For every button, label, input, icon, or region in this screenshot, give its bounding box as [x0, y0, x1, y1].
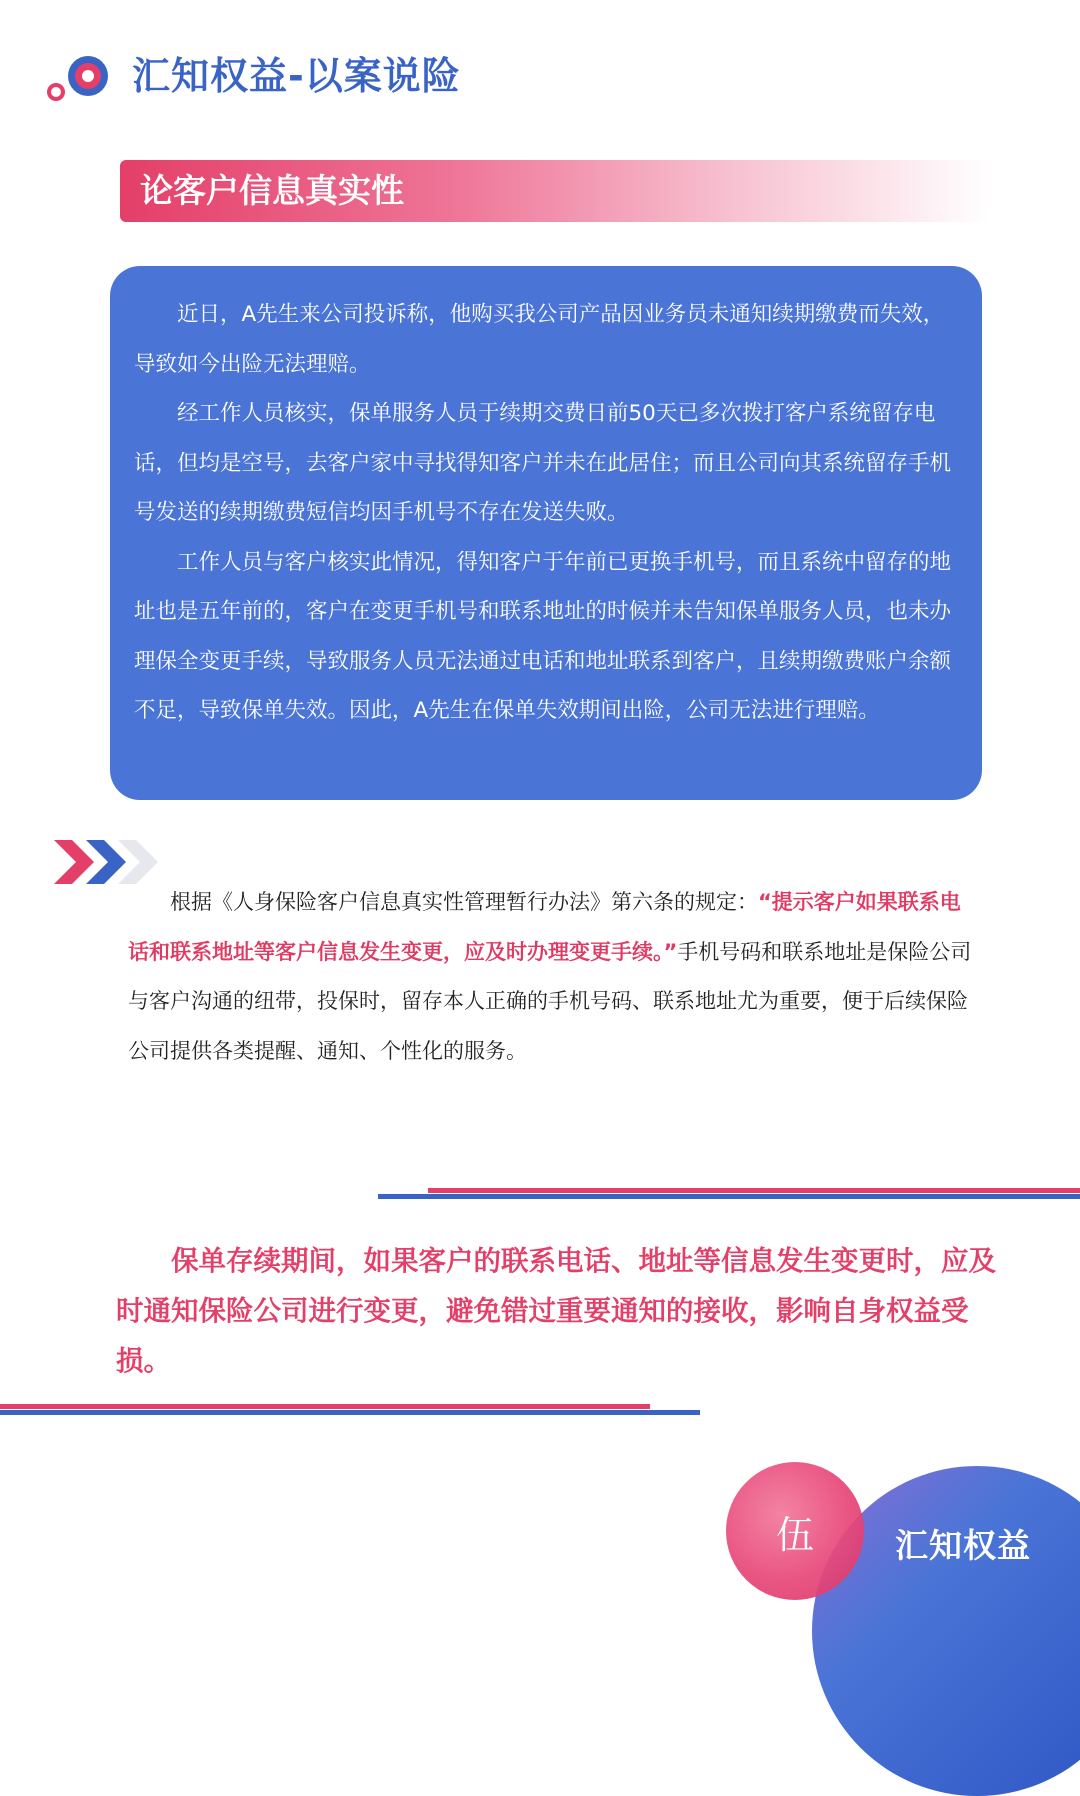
page-title: 汇知权益-以案说险	[132, 54, 461, 98]
conclusion-text-block	[116, 1236, 996, 1386]
law-quote: “提示客户如果联系电话和联系地址等客户信息发生变更，应及时办理变更手续。”	[128, 890, 961, 964]
logo-dots-icon	[44, 52, 116, 108]
divider-top-pink	[428, 1188, 1080, 1193]
law-intro: 根据《人身保险客户信息真实性管理暂行办法》第六条的规定：	[170, 890, 758, 914]
section-title: 论客户信息真实性	[140, 171, 404, 210]
section-banner	[120, 160, 990, 222]
case-paragraph-3: 工作人员与客户核实此情况，得知客户于年前已更换手机号，而且系统中留存的地址也是五年前的，客户在变更手机号和联系地址的时候并未告知保单服务人员，也未办理保全变更手续，导致服务人员无法通过电话和地址联系到客户，且续期缴费账户余额不足，导致保单失效。因此，A先生在保单失效期间出险，公司无法进行理赔。	[134, 549, 952, 723]
footer-brand: 汇知权益	[895, 1526, 1031, 1565]
law-explanation	[128, 878, 978, 1076]
divider-bottom-blue	[0, 1410, 700, 1415]
case-paragraph-2: 经工作人员核实，保单服务人员于续期交费日前50天已多次拨打客户系统留存电话，但均是空号，去客户家中寻找得知客户并未在此居住；而且公司向其系统留存手机号发送的续期缴费短信均因手机号不存在发送失败。	[134, 401, 952, 525]
case-description-box	[110, 266, 982, 800]
law-rest: 手机号码和联系地址是保险公司与客户沟通的纽带，投保时，留存本人正确的手机号码、联系地址尤为重要，便于后续保险公司提供各类提醒、通知、个性化的服务。	[128, 939, 972, 1063]
conclusion-text: 保单存续期间，如果客户的联系电话、地址等信息发生变更时，应及时通知保险公司进行变更，避免错过重要通知的接收，影响自身权益受损。	[116, 1245, 996, 1377]
case-paragraph-1: 近日，A先生来公司投诉称，他购买我公司产品因业务员未通知续期缴费而失效，导致如今出险无法理赔。	[134, 302, 945, 377]
page-number: 伍	[775, 1512, 814, 1557]
divider-bottom-pink	[0, 1404, 650, 1409]
divider-top-blue	[378, 1194, 1080, 1199]
